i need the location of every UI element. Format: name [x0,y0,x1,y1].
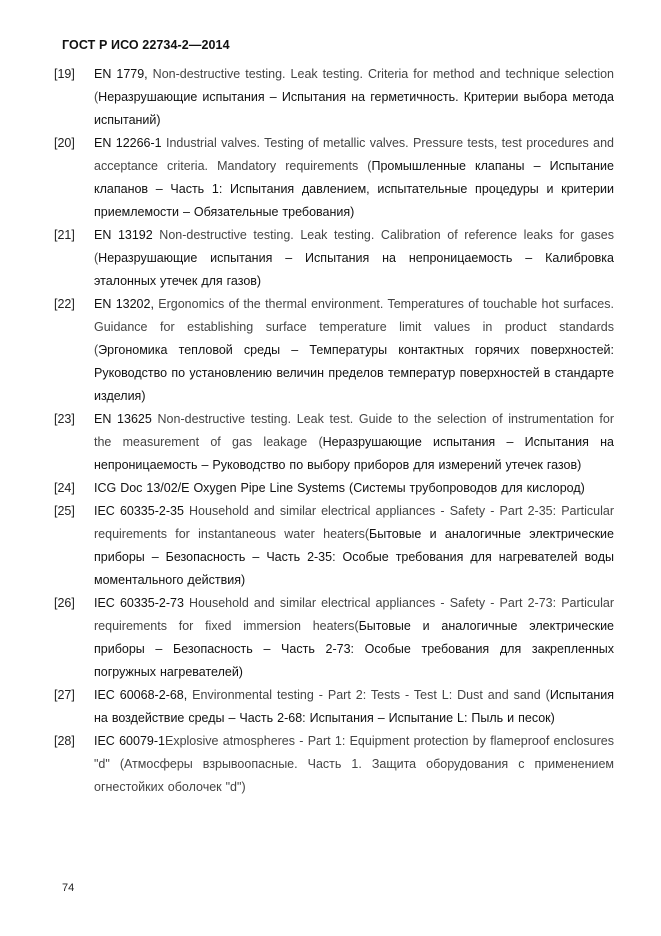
reference-number: [25] [54,504,75,518]
reference-item [54,132,614,224]
reference-item [54,408,614,477]
reference-item [54,224,614,293]
reference-code: IEC 60079-1 [94,734,165,748]
reference-english: Household and similar electrical appliances - Safety - Part 2-35: Particular requirements for instantaneous water heaters( [94,504,614,541]
reference-text [94,408,614,477]
reference-item [54,684,614,730]
reference-russian: Испытания на воздействие среды – Часть 2-68: Испытания – Испытание L: Пыль и песок) [94,688,614,725]
reference-text [94,592,614,684]
reference-text [94,477,614,500]
reference-english: Non-destructive testing. Leak test. Guide to the selection of instrumentation for the measurement of gas leakage ( [94,412,614,449]
reference-text [94,684,614,730]
reference-russian: Неразрушающие испытания – Испытания на герметичность. Критерии выбора метода испытаний) [94,90,614,127]
reference-number: [27] [54,688,75,702]
reference-number: [20] [54,136,75,150]
page-number: 74 [62,882,75,894]
reference-english: Environmental testing - Part 2: Tests - Test L: Dust and sand ( [187,688,550,702]
reference-russian: Системы трубопроводов для кислород) [353,481,585,495]
reference-number: [19] [54,67,75,81]
reference-english: Industrial valves. Testing of metallic valves. Pressure tests, test procedures and acceptance criteria. Mandatory requirements ( [94,136,614,173]
reference-code: EN 13192 [94,228,153,242]
reference-code: EN 13202, [94,297,154,311]
reference-number: [28] [54,734,75,748]
reference-russian: Неразрушающие испытания – Испытания на непроницаемость – Руководство по выбору приборов для измерений утечек газов) [94,435,614,472]
reference-code: EN 12266-1 [94,136,162,150]
reference-english: Ergonomics of the thermal environment. Temperatures of touchable hot surfaces. Guidance for establishing surface temperature limit values in product standards ( [94,297,614,357]
reference-text [94,500,614,592]
reference-text [94,293,614,408]
reference-text [94,132,614,224]
reference-item [54,592,614,684]
reference-english: Non-destructive testing. Leak testing. Calibration of reference leaks for gases ( [94,228,614,265]
reference-russian: Эргономика тепловой среды – Температуры контактных горячих поверхностей: Руководство по установлению величин пределов температур поверхностей в стандарте изделия) [94,343,614,403]
reference-russian: Промышленные клапаны – Испытание клапанов – Часть 1: Испытания давлением, испытательные процедуры и критерии приемлемости – Обязательные требования) [94,159,614,219]
document-header: ГОСТ Р ИСО 22734-2—2014 [62,38,230,52]
reference-number: [22] [54,297,75,311]
reference-russian: Бытовые и аналогичные электрические приборы – Безопасность – Часть 2-73: Особые требования для закрепленных погружных нагревателей) [94,619,614,679]
reference-code: IEC 60335-2-73 [94,596,184,610]
reference-text [94,224,614,293]
reference-item [54,477,614,500]
reference-english: Household and similar electrical appliances - Safety - Part 2-73: Particular requirements for fixed immersion heaters( [94,596,614,633]
reference-text [94,730,614,799]
reference-english: Non-destructive testing. Leak testing. Criteria for method and technique selection ( [94,67,614,104]
reference-number: [24] [54,481,75,495]
reference-number: [26] [54,596,75,610]
reference-code: EN 13625 [94,412,152,426]
reference-english: ( [345,481,354,495]
reference-number: [21] [54,228,75,242]
reference-item [54,63,614,132]
reference-code: IEC 60068-2-68, [94,688,188,702]
reference-russian: Бытовые и аналогичные электрические приборы – Безопасность – Часть 2-35: Особые требования для нагревателей воды моментального действия) [94,527,614,587]
reference-code: ICG Doc 13/02/E Oxygen Pipe Line Systems [94,481,346,495]
reference-text [94,63,614,132]
reference-code: EN 1779, [94,67,148,81]
reference-item [54,730,614,799]
reference-item [54,500,614,592]
reference-list [54,63,614,799]
reference-russian: Неразрушающие испытания – Испытания на непроницаемость – Калибровка эталонных утечек для газов) [94,251,614,288]
reference-number: [23] [54,412,75,426]
reference-code: IEC 60335-2-35 [94,504,184,518]
reference-english: Explosive atmospheres - Part 1: Equipment protection by flameproof enclosures "d" (Атмосферы взрывоопасные. Часть 1. Защита оборудования с применением огнестойких оболочек "d") [94,734,615,794]
reference-item [54,293,614,408]
